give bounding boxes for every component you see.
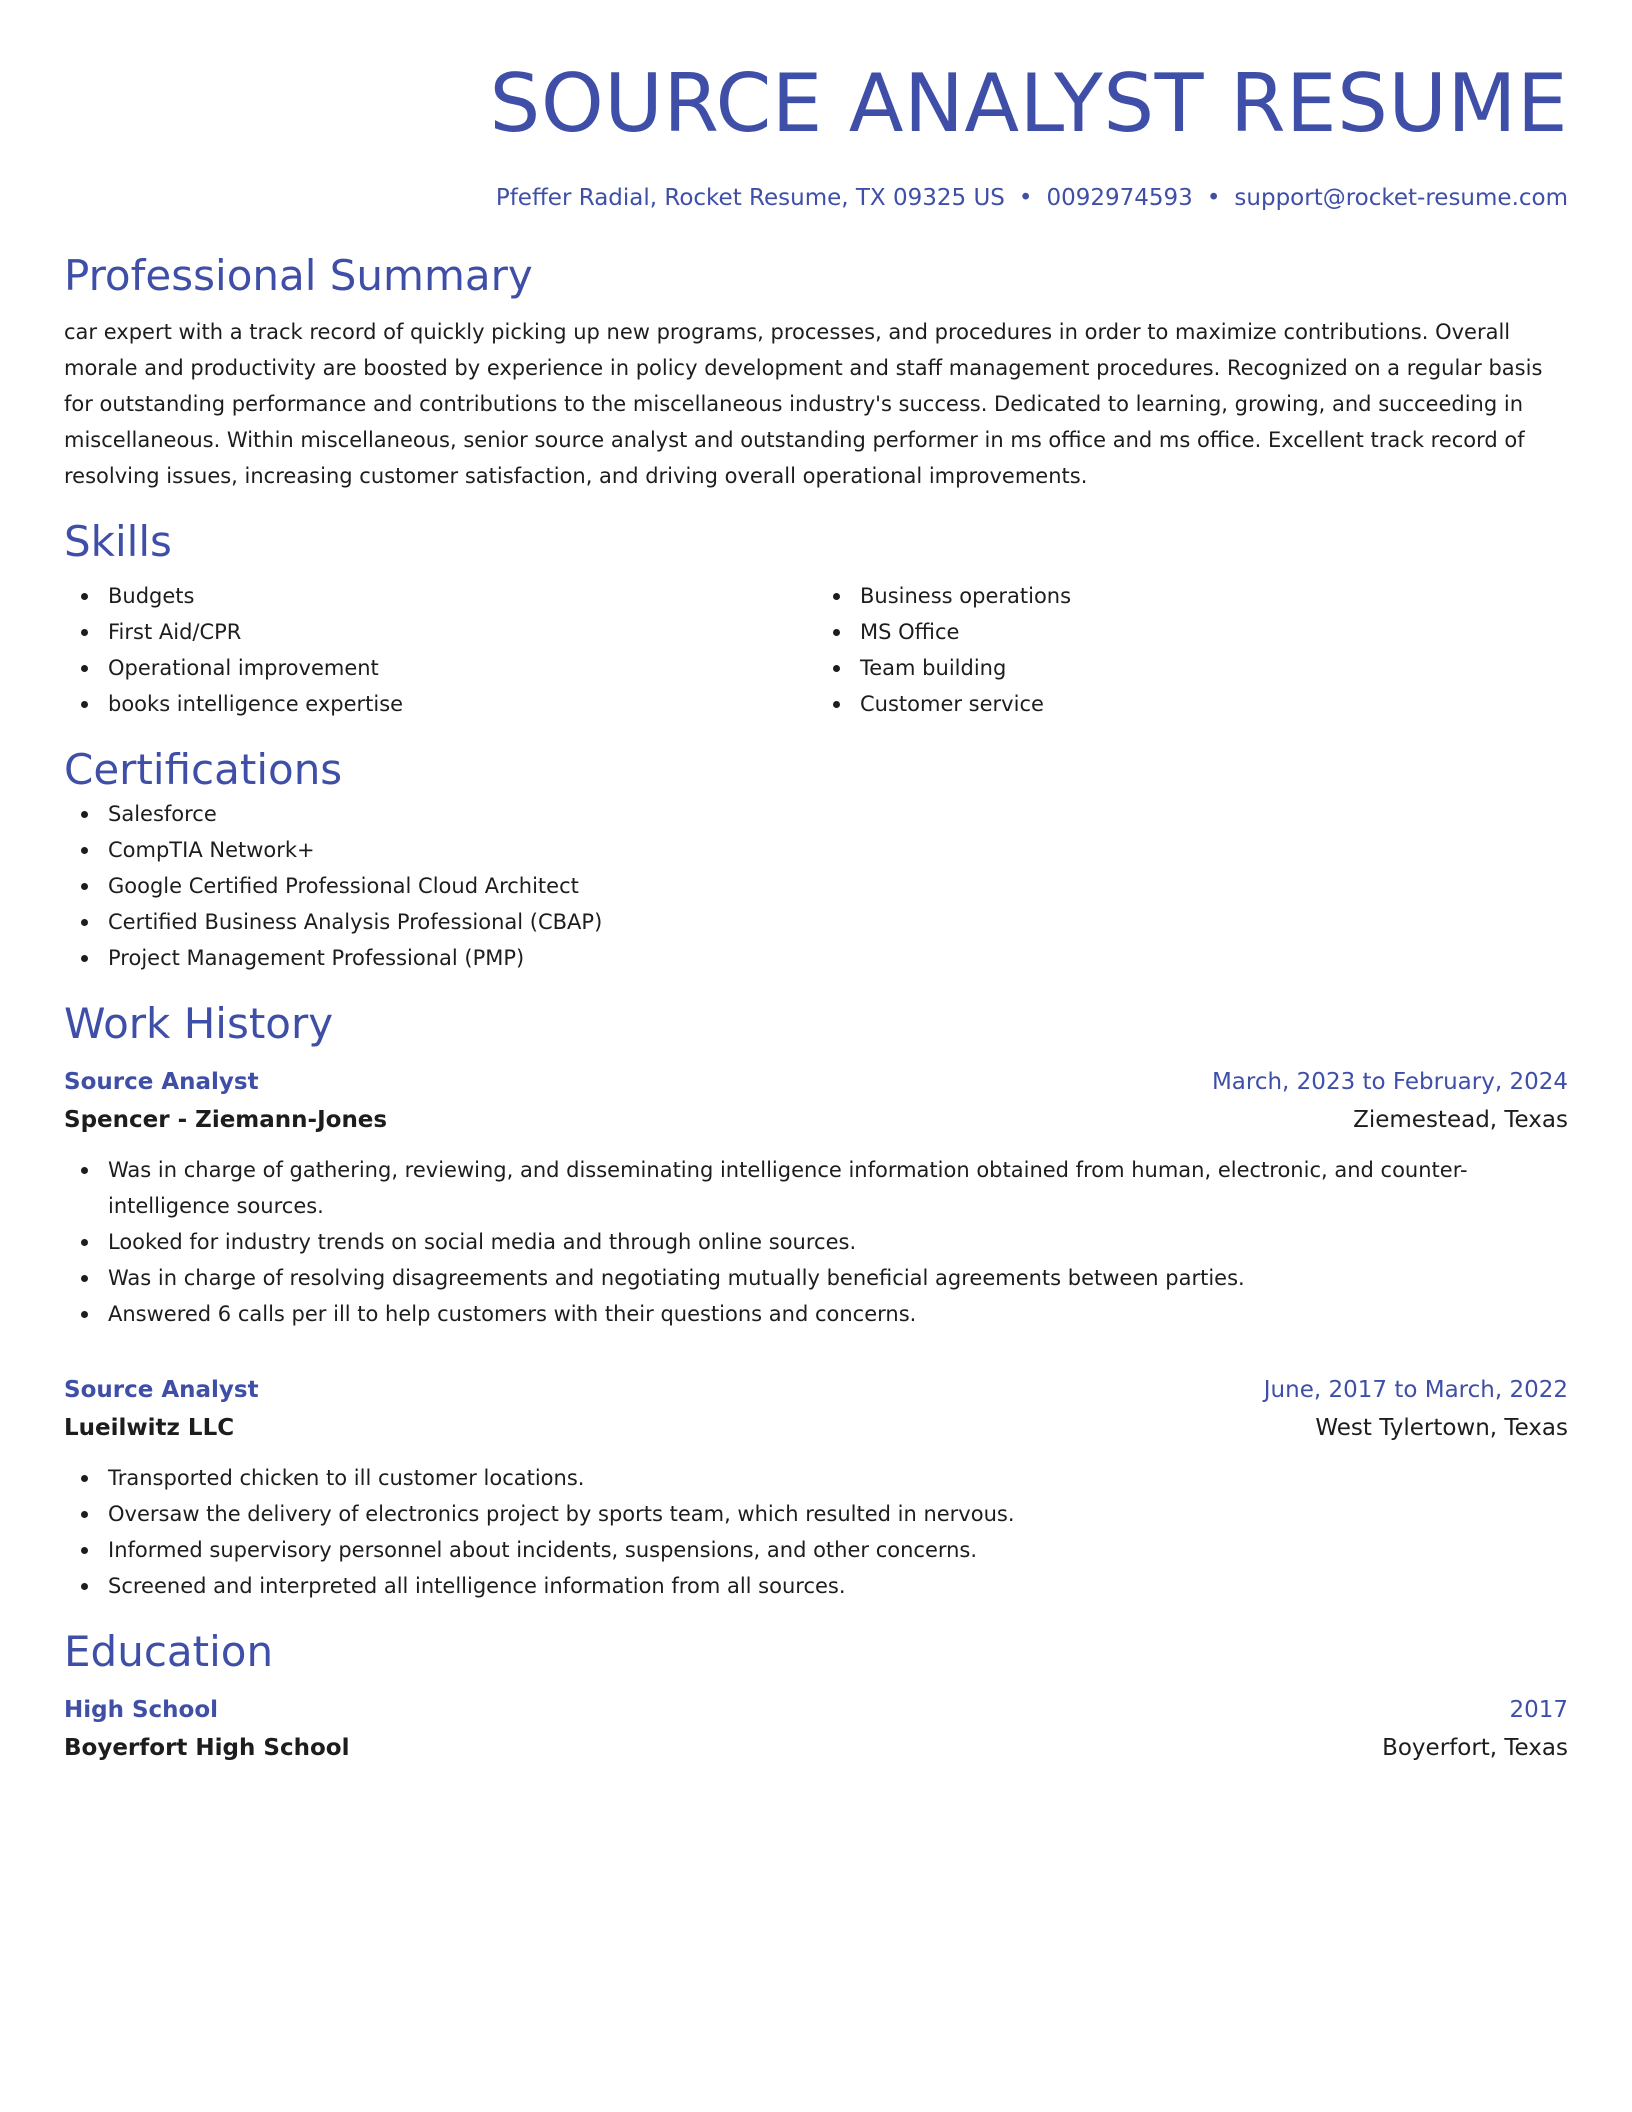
- resume-title: SOURCE ANALYST RESUME: [489, 57, 1568, 150]
- certification-item: CompTIA Network+: [108, 832, 1568, 868]
- skill-item: Team building: [860, 650, 1568, 686]
- summary-text: car expert with a track record of quickly picking up new programs, processes, and procedures in order to maximize contributions. Overall morale and productivity are boosted by experience in policy development and staff management procedures. Recognized on a regular basis for outstanding performance and contributions to the miscellaneous industry's success. Dedicated to learning, growing, and succeeding in miscellaneous. Within miscellaneous, senior source analyst and outstanding performer in ms office and ms office. Excellent track record of resolving issues, increasing customer satisfaction, and driving overall operational improvements.: [64, 320, 1543, 488]
- job-company: Lueilwitz LLC: [64, 1415, 235, 1441]
- skill-item: Business operations: [860, 578, 1568, 614]
- certification-item: Google Certified Professional Cloud Architect: [108, 868, 1568, 904]
- education-heading: Education: [64, 1627, 274, 1676]
- education-year: 2017: [1509, 1697, 1568, 1723]
- job-org-row: [64, 1100, 1568, 1140]
- job-bullet: Informed supervisory personnel about incidents, suspensions, and other concerns.: [108, 1532, 1568, 1568]
- skill-item: First Aid/CPR: [108, 614, 816, 650]
- skill-item: Operational improvement: [108, 650, 816, 686]
- job-bullet: Screened and interpreted all intelligence information from all sources.: [108, 1568, 1568, 1604]
- skills-list-left: [64, 578, 816, 722]
- job-entry: [64, 1372, 1568, 1604]
- certifications-heading: Certifications: [64, 745, 343, 794]
- job-dates: March, 2023 to February, 2024: [1211, 1069, 1568, 1095]
- job-bullet: Oversaw the delivery of electronics project by sports team, which resulted in nervous.: [108, 1496, 1568, 1532]
- job-bullet: Was in charge of resolving disagreements and negotiating mutually beneficial agreements between parties.: [108, 1260, 1568, 1296]
- job-header-row: [64, 1372, 1568, 1408]
- education-school: Boyerfort High School: [64, 1735, 350, 1761]
- education-degree: High School: [64, 1697, 219, 1723]
- education-header-row: [64, 1692, 1568, 1728]
- job-entry: [64, 1064, 1568, 1332]
- job-bullet: Transported chicken to ill customer locations.: [108, 1460, 1568, 1496]
- education-school-row: [64, 1728, 1568, 1768]
- education-location: Boyerfort, Texas: [1382, 1735, 1568, 1761]
- job-bullets: [64, 1152, 1568, 1332]
- certification-item: Project Management Professional (PMP): [108, 940, 1568, 976]
- contact-line: [64, 182, 1568, 214]
- skill-item: Customer service: [860, 686, 1568, 722]
- certification-item: Salesforce: [108, 796, 1568, 832]
- certifications-list: [64, 796, 1568, 976]
- contact-phone: 0092974593: [1046, 185, 1193, 211]
- job-bullet: Was in charge of gathering, reviewing, and disseminating intelligence information obtained from human, electronic, and counter-intelligence sources.: [108, 1152, 1568, 1224]
- job-location: Ziemestead, Texas: [1353, 1107, 1568, 1133]
- skill-item: MS Office: [860, 614, 1568, 650]
- contact-separator: •: [1206, 185, 1221, 211]
- job-bullet: Looked for industry trends on social media and through online sources.: [108, 1224, 1568, 1260]
- job-company: Spencer - Ziemann-Jones: [64, 1107, 388, 1133]
- skills-list-right: [816, 578, 1568, 722]
- contact-email: support@rocket-resume.com: [1234, 185, 1568, 211]
- contact-address: Pfeffer Radial, Rocket Resume, TX 09325 US: [495, 185, 1005, 211]
- education-entry: [64, 1692, 1568, 1768]
- job-role: Source Analyst: [64, 1069, 259, 1095]
- job-org-row: [64, 1408, 1568, 1448]
- job-header-row: [64, 1064, 1568, 1100]
- job-bullet: Answered 6 calls per ill to help customers with their questions and concerns.: [108, 1296, 1568, 1332]
- job-bullets: [64, 1460, 1568, 1604]
- job-role: Source Analyst: [64, 1377, 259, 1403]
- resume-header: [64, 56, 1568, 214]
- skills-grid: [64, 578, 1568, 722]
- contact-separator: •: [1018, 185, 1033, 211]
- work-history-heading: Work History: [64, 999, 334, 1048]
- certification-item: Certified Business Analysis Professional (CBAP): [108, 904, 1568, 940]
- skills-heading: Skills: [64, 517, 172, 566]
- job-location: West Tylertown, Texas: [1315, 1415, 1568, 1441]
- job-dates: June, 2017 to March, 2022: [1263, 1377, 1568, 1403]
- summary-heading: Professional Summary: [64, 251, 533, 300]
- skill-item: Budgets: [108, 578, 816, 614]
- skill-item: books intelligence expertise: [108, 686, 816, 722]
